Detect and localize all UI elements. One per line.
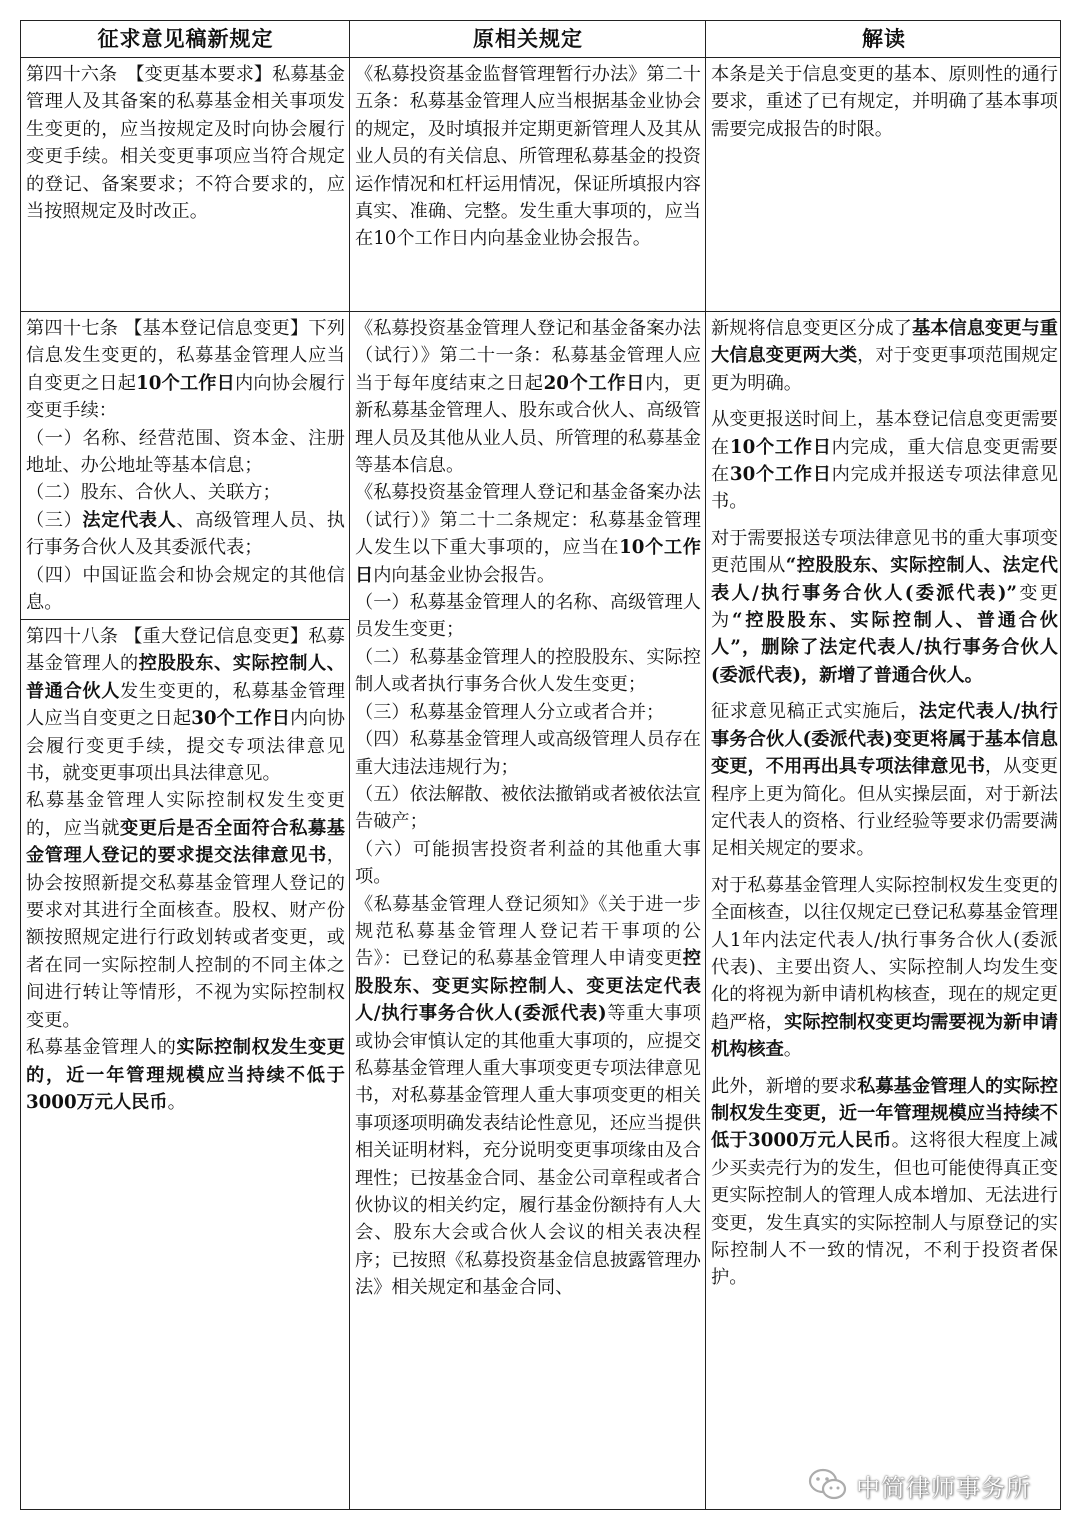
article-48-paragraph [26,623,345,787]
bold-text: 20个工作日 [543,372,646,394]
bold-text: 30个工作日 [191,708,291,730]
bold-text: 30个工作日 [729,464,832,486]
text-run: 等重大事项或协会审慎认定的其他重大事项的，应提交私募基金管理人重大事项变更专项法律意见书，对私募基金管理人重大事项变更的相关事项逐项明确发表结论性意见，还应当提供相关证明材料，充分说明变更事项缘由及合理性；已按基金合同、基金公司章程或者合伙协议的相关约定，履行基金份额持有人大会、股东大会或合伙人会议的相关表决程序；已按照《私募投资基金信息披露管理办法》相关规定和基金合同、 [355,1003,701,1299]
bold-text: 实际控制权变更均需要视为新申请机构核查 [711,1011,1058,1061]
bold-text: 私募基金管理人的实际控制权发生变更，近一年管理规模应当持续不低于3000万元人民币 [711,1075,1058,1152]
text-run: 变更为 [711,582,1058,632]
article-47-paragraph [26,425,345,480]
article-46-text: 第四十六条 【变更基本要求】私募基金管理人及其备案的私募基金相关事项发生变更的，应当按规定及时向协会履行变更手续。相关变更事项应当符合规定的登记、备案要求；不符合要求的，应当按照规定及时改正。 [26,64,345,223]
bold-text: 控股股东、变更实际控制人、变更法定代表人/执行事务合伙人(委派代表) [355,948,701,1025]
article-47-paragraph [26,315,345,425]
text-run: （六）可能损害投资者利益的其他重大事项。 [355,838,701,888]
text-run: 《私募基金管理人登记须知》《关于进一步规范私募基金管理人登记若干事项的公告》：已登记的私募基金管理人申请变更 [355,893,701,970]
text-run: 内完成，重大信息变更需要在 [711,436,1058,486]
bold-text: 控股股东、实际控制人、普通合伙人 [26,653,345,702]
cell-article-46 [21,58,349,311]
text-run: ，对于变更事项范围规定更为明确。 [711,345,1058,394]
text-run: 《私募投资基金管理人登记和基金备案办法（试行）》第二十二条规定：私募基金管理人发生以下重大事项的，应当在 [355,482,701,559]
bold-text: 实际控制权发生变更的，近一年管理规模应当持续不低于3000万元人民币 [26,1037,345,1113]
cell-original-article-25 [350,58,705,311]
interpretation-1-text: 本条是关于信息变更的基本、原则性的通行要求，重述了已有规定，并明确了基本事项需要完成报告的时限。 [711,64,1058,140]
text-run: 内向协会履行变更手续： [26,372,345,422]
text-run: 从变更报送时间上，基本登记信息变更需要在 [711,409,1058,458]
comparison-table [20,20,1061,1510]
cell-original-rules-row2 [350,312,705,1510]
original-rule-paragraph [355,891,701,1302]
interpretation-paragraph [711,872,1058,1064]
text-run: 对于需要报送专项法律意见书的重大事项变更范围从 [711,527,1058,577]
column-header-interpretation: 解读 [862,27,906,51]
interpretation-paragraph [711,315,1058,397]
cell-interpretation-1 [706,58,1061,311]
text-run: ，从变更程序上更为简化。但从实操层面，对于新法定代表人的资格、行业经验等要求仍需要满足相关规定的要求。 [711,756,1058,860]
article-48-paragraph [26,1034,345,1116]
text-run: 内，更新私募基金管理人、股东或合伙人、高级管理人员及其他从业人员、所管理的私募基金等基本信息。 [355,372,701,477]
text-run: 此外，新增的要求 [711,1075,858,1097]
text-run: （二）股东、合伙人、关联方； [26,482,281,504]
original-rule-paragraph [355,315,701,479]
original-rule-paragraph [355,726,701,781]
watermark-text: 中简律师事务所 [856,1473,1031,1502]
column-header-original-rules: 原相关规定 [473,27,583,51]
watermark [808,1465,1031,1505]
bold-text: 法定代表人 [82,509,177,531]
interpretation-paragraph [711,406,1058,516]
text-run: （一）名称、经营范围、资本金、注册地址、办公地址等基本信息； [26,427,345,477]
bold-text: 10个工作日 [355,537,701,586]
text-run: 。 [167,1091,186,1113]
original-rule-paragraph [355,589,701,644]
text-run: 发生变更的，私募基金管理人应当自变更之日起 [26,680,345,730]
cell-article-48 [21,620,349,1510]
article-48-paragraph [26,787,345,1034]
bold-text: 法定代表人/执行事务合伙人(委派代表)变更将属于基本信息变更，不用再出具专项法律意见书 [711,701,1058,778]
wechat-icon [808,1468,848,1502]
text-run: （三）私募基金管理人分立或者合并； [355,701,665,723]
bold-text: “控股股东、实际控制人、法定代表人/执行事务合伙人(委派代表)” [711,555,1058,604]
text-run: （四）私募基金管理人或高级管理人员存在重大违法违规行为； [355,729,701,778]
article-47-paragraph [26,507,345,562]
text-run: 征求意见稿正式实施后， [711,701,919,723]
text-run: 私募基金管理人实际控制权发生变更的，应当就 [26,790,345,839]
original-rule-paragraph [355,699,701,726]
text-run: （一）私募基金管理人的名称、高级管理人员发生变更； [355,592,701,641]
text-run: 。这将很大程度上减少买卖壳行为的发生，但也可能使得真正变更实际控制人的管理人成本增加、无法进行变更，发生真实的实际控制人与原登记的实际控制人不一致的情况，不利于投资者保护。 [711,1130,1058,1289]
text-run: （三） [26,509,83,531]
text-run: 对于私募基金管理人实际控制权发生变更的全面核查，以往仅规定已登记私募基金管理人1年内法定代表人/执行事务合伙人(委派代表)、主要出资人、实际控制人均发生变化的将视为新申请机构核查，现在的规定更趋严格， [711,874,1058,1033]
original-rule-paragraph [355,836,701,891]
cell-article-47 [21,312,349,619]
bold-text: 变更后是否全面符合私募基金管理人登记的要求提交法律意见书 [26,817,345,867]
text-run: 内完成并报送专项法律意见书。 [711,464,1058,513]
interpretation-paragraph [711,1073,1058,1292]
article-47-paragraph [26,562,345,617]
bold-text: 10个工作日 [729,436,832,458]
text-run: 《私募投资基金管理人登记和基金备案办法（试行）》第二十一条：私募基金管理人应当于每年度结束之日起 [355,318,701,394]
text-run: （二）私募基金管理人的控股股东、实际控制人或者执行事务合伙人发生变更； [355,646,701,696]
text-run: ，协会按照新提交私募基金管理人登记的要求对其进行全面核查。股权、财产份额按照规定进行行政划转或者变更，或者在同一实际控制人控制的不同主体之间进行转让等情形，不视为实际控制权变更。 [26,845,345,1031]
text-run: 、高级管理人员、执行事务合伙人及其委派代表； [26,509,345,559]
bold-text: 基本信息变更与重大信息变更两大类 [711,318,1058,367]
bold-text: “控股股东、实际控制人、普通合伙人”，删除了法定代表人/执行事务合伙人(委派代表)，新增了普通合伙人。 [711,610,1058,686]
original-rule-paragraph [355,644,701,699]
column-header-new-rules: 征求意见稿新规定 [97,27,274,51]
interpretation-paragraph [711,698,1058,862]
cell-interpretation-2 [706,312,1061,1510]
interpretation-paragraph [711,525,1058,689]
original-rule-paragraph [355,781,701,836]
article-47-paragraph [26,479,345,506]
text-run: （四）中国证监会和协会规定的其他信息。 [26,564,345,614]
text-run: （五）依法解散、被依法撤销或者被依法宣告破产； [355,783,701,833]
bold-text: 10个工作日 [136,372,236,394]
text-run: 内向基金业协会报告。 [373,564,556,586]
text-run: 新规将信息变更区分成了 [711,318,912,339]
text-run: 。 [783,1039,802,1061]
original-article-25-text: 《私募投资基金监督管理暂行办法》第二十五条：私募基金管理人应当根据基金业协会的规定，及时填报并定期更新管理人及其从业人员的有关信息、所管理私募基金的投资运作情况和杠杆运用情况，保证所填报内容真实、准确、完整。发生重大事项的，应当在10个工作日内向基金业协会报告。 [355,64,701,250]
text-run: 第四十七条 【基本登记信息变更】下列信息发生变更的，私募基金管理人应当自变更之日起 [26,318,345,394]
text-run: 私募基金管理人的 [26,1037,177,1059]
original-rule-paragraph [355,479,701,589]
text-run: 第四十八条 【重大登记信息变更】私募基金管理人的 [26,626,345,675]
text-run: 内向协会履行变更手续，提交专项法律意见书，就变更事项出具法律意见。 [26,708,345,785]
